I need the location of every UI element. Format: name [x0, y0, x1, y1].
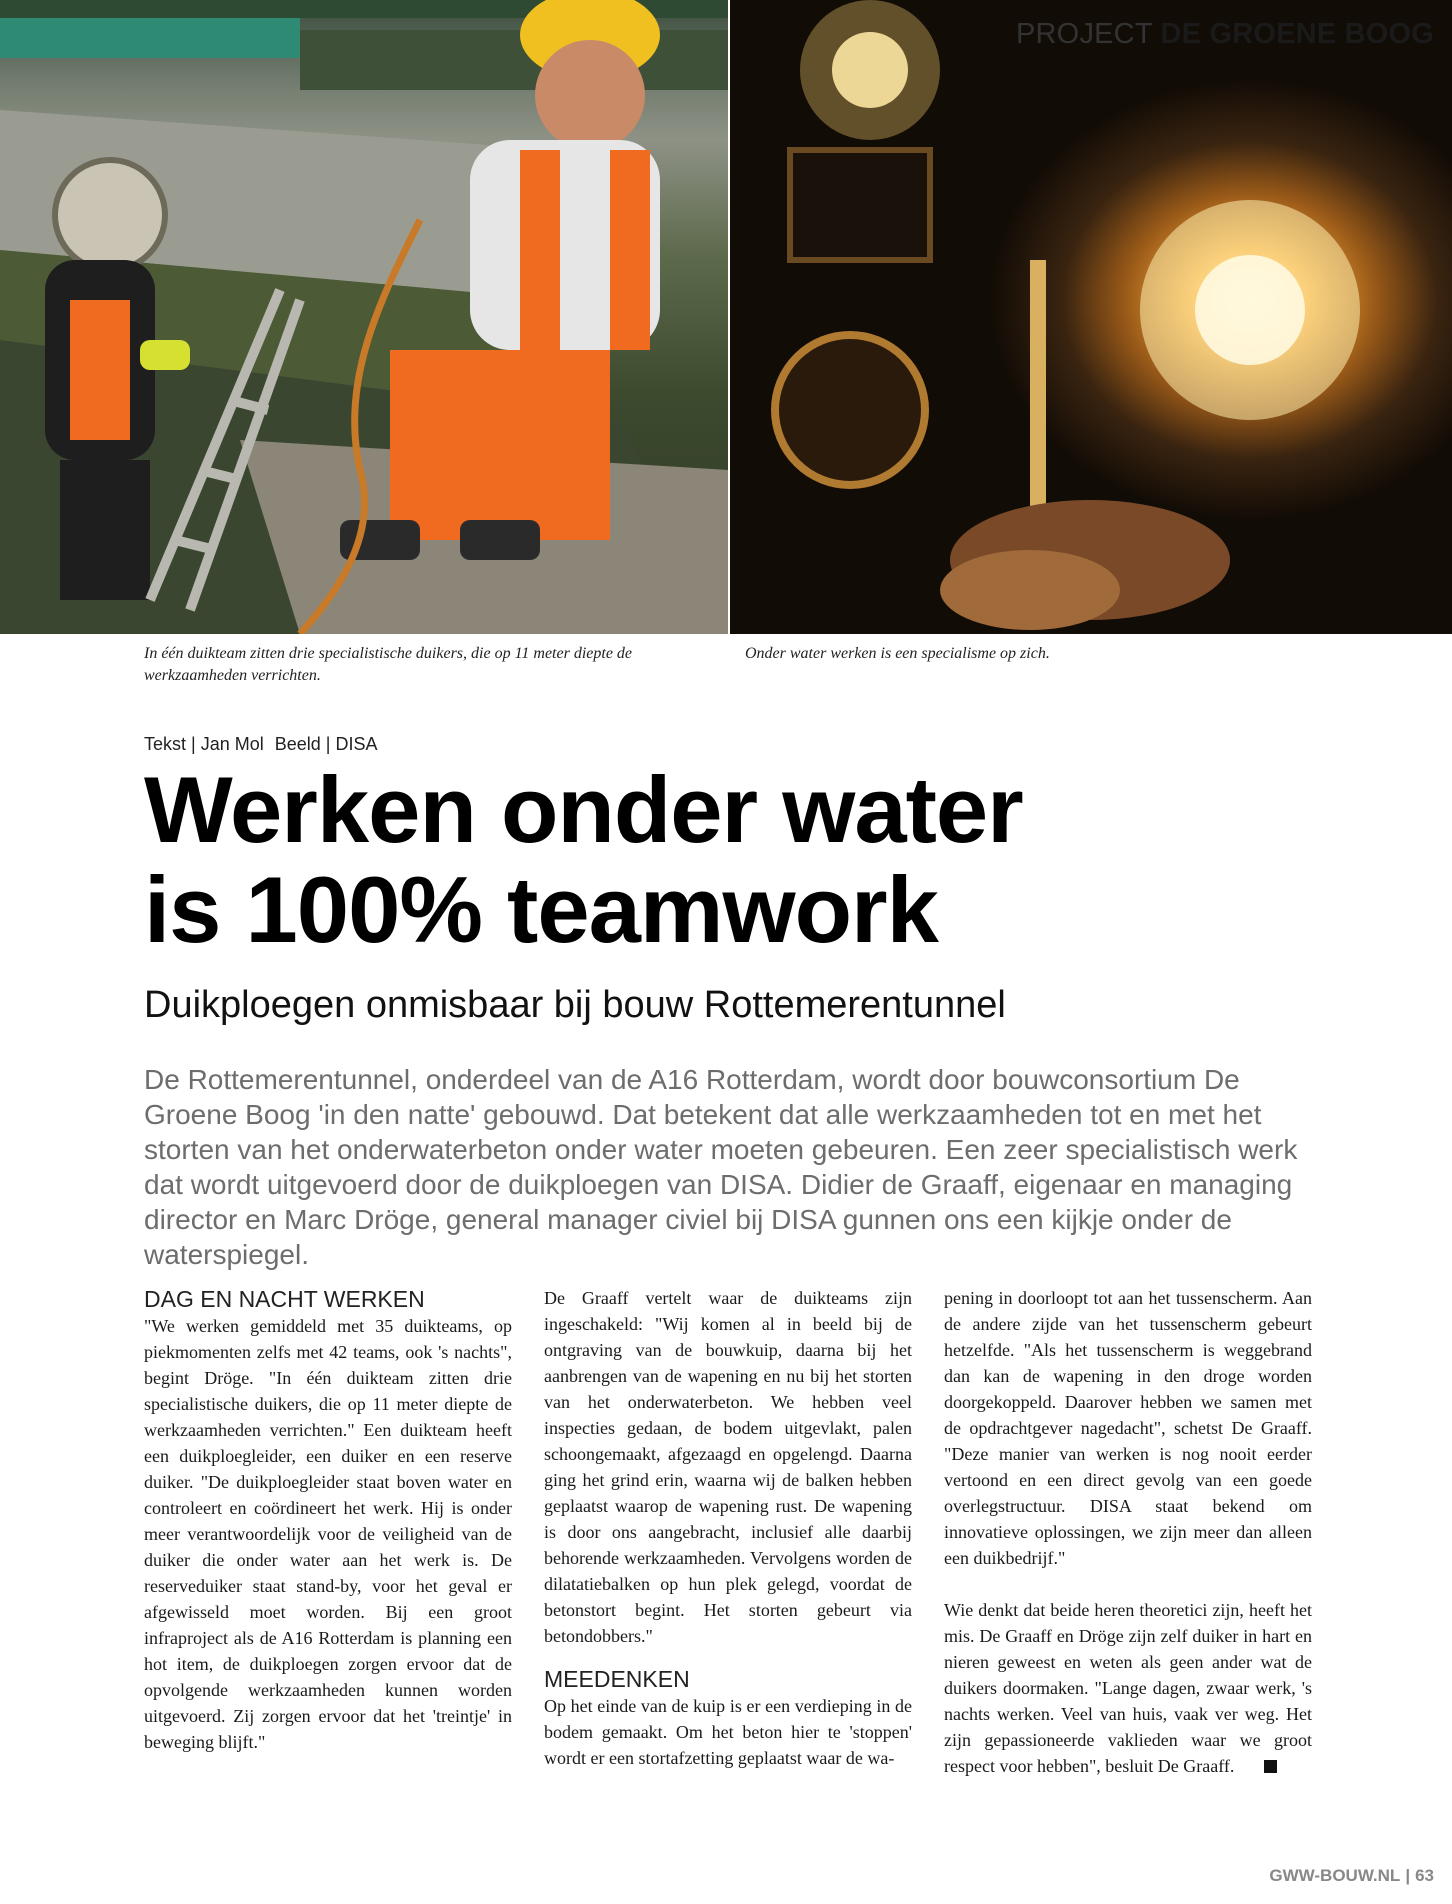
photo-caption-left: In één duikteam zitten drie specialistische duikers, die op 11 meter diepte de werkzaamheden verrichten.	[144, 645, 633, 684]
credit-text: Tekst | Jan Mol	[144, 734, 264, 754]
photo-underwater-work	[730, 0, 1452, 634]
footer-separator: |	[1405, 1866, 1411, 1885]
article-subheadline: Duikploegen onmisbaar bij bouw Rottemerentunnel	[144, 984, 1006, 1026]
article-intro: De Rottemerentunnel, onderdeel van de A16 Rotterdam, wordt door bouwconsortium De Groene Boog 'in den natte' gebouwd. Dat betekent dat alle werkzaamheden tot en met het storten van het onderwaterbeton onder water moeten gebeuren. Een zeer specialistisch werk dat wordt uitgevoerd door de duikploegen van DISA. Didier de Graaff, eigenaar en managing director en Marc Dröge, general manager civiel bij DISA gunnen ons een kijkje onder de waterspiegel.	[144, 1064, 1298, 1270]
article-credits	[144, 734, 383, 755]
photo-caption-right: Onder water werken is een specialisme op zich.	[745, 645, 1050, 662]
body-column-3	[944, 1285, 1312, 1805]
footer-page-number: 63	[1415, 1866, 1434, 1885]
footer-site: GWW-BOUW.NL	[1269, 1866, 1401, 1885]
page-footer	[1269, 1866, 1434, 1886]
body-paragraph: Op het einde van de kuip is er een verdieping in de bodem gemaakt. Om het beton hier te 'stoppen' wordt er een stortafzetting geplaatst waar de wa-	[544, 1696, 912, 1768]
body-paragraph: De Graaff vertelt waar de duikteams zijn ingeschakeld: "Wij komen al in beeld bij de ontgraving van de bouwkuip, daarna bij het aanbrengen van de wapening en nu bij het storten van het onderwaterbeton. We hebben veel inspecties gedaan, de bodem uitgevlakt, palen schoongemaakt, afgezaagd en opgelengd. Daarna ging het grind erin, waarna wij de balken hebben geplaatst waarop de wapening rust. De wapening is door ons aangebracht, inclusief alle daarbij behorende werkzaamheden. Vervolgens worden de dilatatiebalken op hun plek gelegd, voordat de betonstort begint. Het storten gebeurt via betondobbers."	[544, 1288, 912, 1646]
section-label-name: DE GROENE BOOG	[1160, 18, 1434, 50]
final-paragraph-text: Wie denkt dat beide heren theoretici zijn, heeft het mis. De Graaff en Dröge zijn zelf duiker in hart en nieren geweest en weten als geen ander wat de duikers doormaken. "Lange dagen, zwaar werk, 's nachts werken. Veel van huis, vaak ver weg. Het zijn gepassioneerde vaklieden waar we groot respect voor hebben", besluit De Graaff.	[944, 1600, 1312, 1776]
headline-line-2: is 100% teamwork	[144, 857, 938, 962]
body-paragraph: "We werken gemiddeld met 35 duikteams, op piekmomenten zelfs met 42 teams, ook 's nachts", begint Dröge. "In één duikteam zitten drie specialistische duikers, die op 11 meter diepte de werkzaamheden verrichten." Een duikteam heeft een duikploegleider, een duiker en een reserve duiker. "De duikploegleider staat boven water en controleert en coördineert het werk. Hij is onder meer verantwoordelijk voor de veiligheid van de duiker die onder water aan het werk is. De reserveduiker staat stand-by, voor het geval er afgewisseld moet worden. Bij een groot infraproject als de A16 Rotterdam is planning een hot item, de duikploegen zorgen ervoor dat de opvolgende werkzaamheden kunnen worden uitgevoerd. Zij zorgen ervoor dat het 'treintje' in beweging blijft."	[144, 1316, 512, 1752]
article-headline	[144, 757, 1294, 962]
headline-line-1: Werken onder water	[144, 757, 1023, 862]
section-heading-meedenken: MEEDENKEN	[544, 1666, 690, 1692]
body-paragraph: pening in doorloopt tot aan het tussenscherm. Aan de andere zijde van het tussenscherm gebeurt hetzelfde. "Als het tussenscherm is weggebrand dan kan de wapening in den droge worden doorgekoppeld. Daarover hebben we samen met de opdrachtgever nagedacht", schetst De Graaff. "Deze manier van werken is nog nooit eerder vertoond en een direct gevolg van een goede overlegstructuur. DISA staat bekend om innovatieve oplossingen, we zijn meer dan alleen een duikbedrijf."	[944, 1288, 1312, 1568]
photo-diver-illustration	[0, 0, 728, 634]
body-column-2	[544, 1285, 912, 1797]
section-heading-dag-en-nacht: DAG EN NACHT WERKEN	[144, 1286, 425, 1312]
photo-diver-on-ladder	[0, 0, 728, 634]
photo-underwater-illustration	[730, 0, 1452, 634]
body-column-1	[144, 1285, 512, 1781]
section-label-prefix: PROJECT	[1016, 18, 1153, 50]
body-paragraph-final	[944, 1597, 1312, 1779]
credit-image: Beeld | DISA	[274, 734, 378, 754]
section-label	[1016, 18, 1434, 51]
end-of-article-mark	[1264, 1760, 1277, 1773]
